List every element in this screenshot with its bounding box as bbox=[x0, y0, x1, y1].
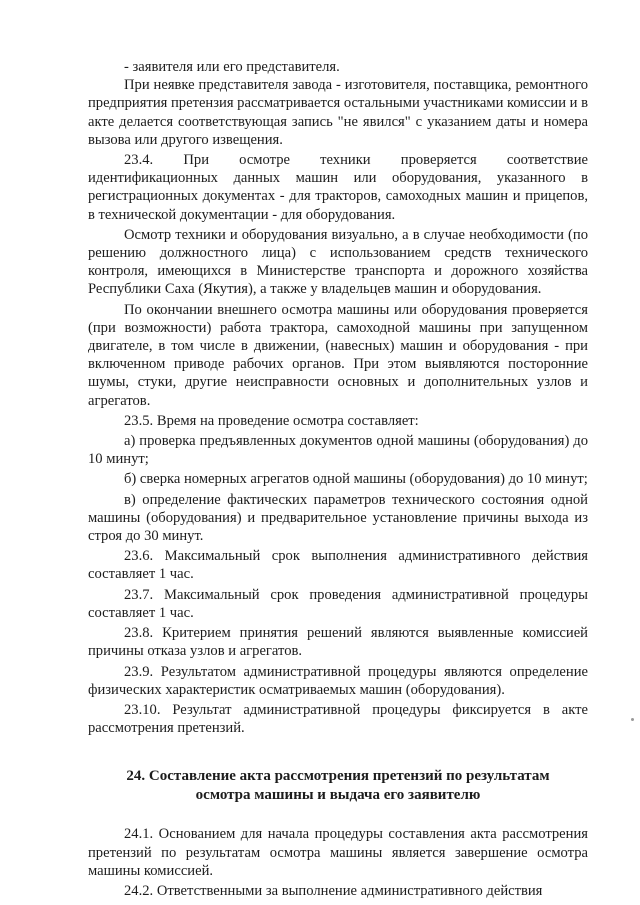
paragraph: 24.1. Основанием для начала процедуры составления акта рассмотрения претензий по результатам осмотра машины является завершение осмотра машины комиссией. bbox=[88, 826, 588, 879]
list-item: в) определение фактических параметров технического состояния одной машины (оборудования) и предварительное установление причины выхода из строя до 30 минут. bbox=[88, 491, 588, 545]
section-heading: 24. Составление акта рассмотрения претензий по результатам осмотра машины и выдача его заявителю bbox=[126, 768, 550, 804]
paragraph: По окончании внешнего осмотра машины или оборудования проверяется (при возможности) работа трактора, самоходной машины при запущенном двигателе, в том числе в движении, (навесных) машин и оборудования - при включенном приводе рабочих органов. При этом выявляются посторонние шумы, стуки, другие неисправности основных и дополнительных узлов и агрегатов. bbox=[88, 301, 588, 409]
paragraph: 23.9. Результатом административной процедуры являются определение физических характеристик осматриваемых машин (оборудования). bbox=[88, 663, 588, 698]
list-item: б) сверка номерных агрегатов одной машины (оборудования) до 10 минут; bbox=[124, 471, 588, 488]
paragraph: 23.5. Время на проведение осмотра составляет: bbox=[124, 412, 419, 429]
list-item: а) проверка предъявленных документов одной машины (оборудования) до 10 минут; bbox=[88, 433, 588, 468]
document-page bbox=[88, 58, 588, 900]
paragraph: 23.10. Результат административной процедуры фиксируется в акте рассмотрения претензий. bbox=[88, 701, 588, 737]
paragraph: При неявке представителя завода - изготовителя, поставщика, ремонтного предприятия претензия рассматривается остальными участниками комиссии и в акте делается соответствующая запись "не явился" с указанием даты и номера вызова или другого извещения. bbox=[88, 77, 589, 148]
scan-speck bbox=[631, 718, 634, 721]
paragraph: 24.2. Ответственными за выполнение административного действия bbox=[124, 882, 543, 899]
paragraph: 23.6. Максимальный срок выполнения административного действия составляет 1 час. bbox=[88, 548, 588, 583]
paragraph: 23.4. При осмотре техники проверяется соответствие идентификационных данных машин или оборудования, указанного в регистрационных документах - для тракторов, самоходных машин и прицепов, в технической документации - для оборудования. bbox=[88, 152, 588, 223]
paragraph: Осмотр техники и оборудования визуально, а в случае необходимости (по решению должностного лица) с использованием средств технического контроля, имеющихся в Министерстве транспорта и дорожного хозяйства Республики Саха (Якутия), а также у владельцев машин и оборудования. bbox=[88, 226, 588, 298]
paragraph: - заявителя или его представителя. bbox=[124, 59, 340, 75]
paragraph: 23.8. Критерием принятия решений являются выявленные комиссией причины отказа узлов и агрегатов. bbox=[88, 625, 588, 660]
paragraph: 23.7. Максимальный срок проведения административной процедуры составляет 1 час. bbox=[88, 586, 588, 621]
